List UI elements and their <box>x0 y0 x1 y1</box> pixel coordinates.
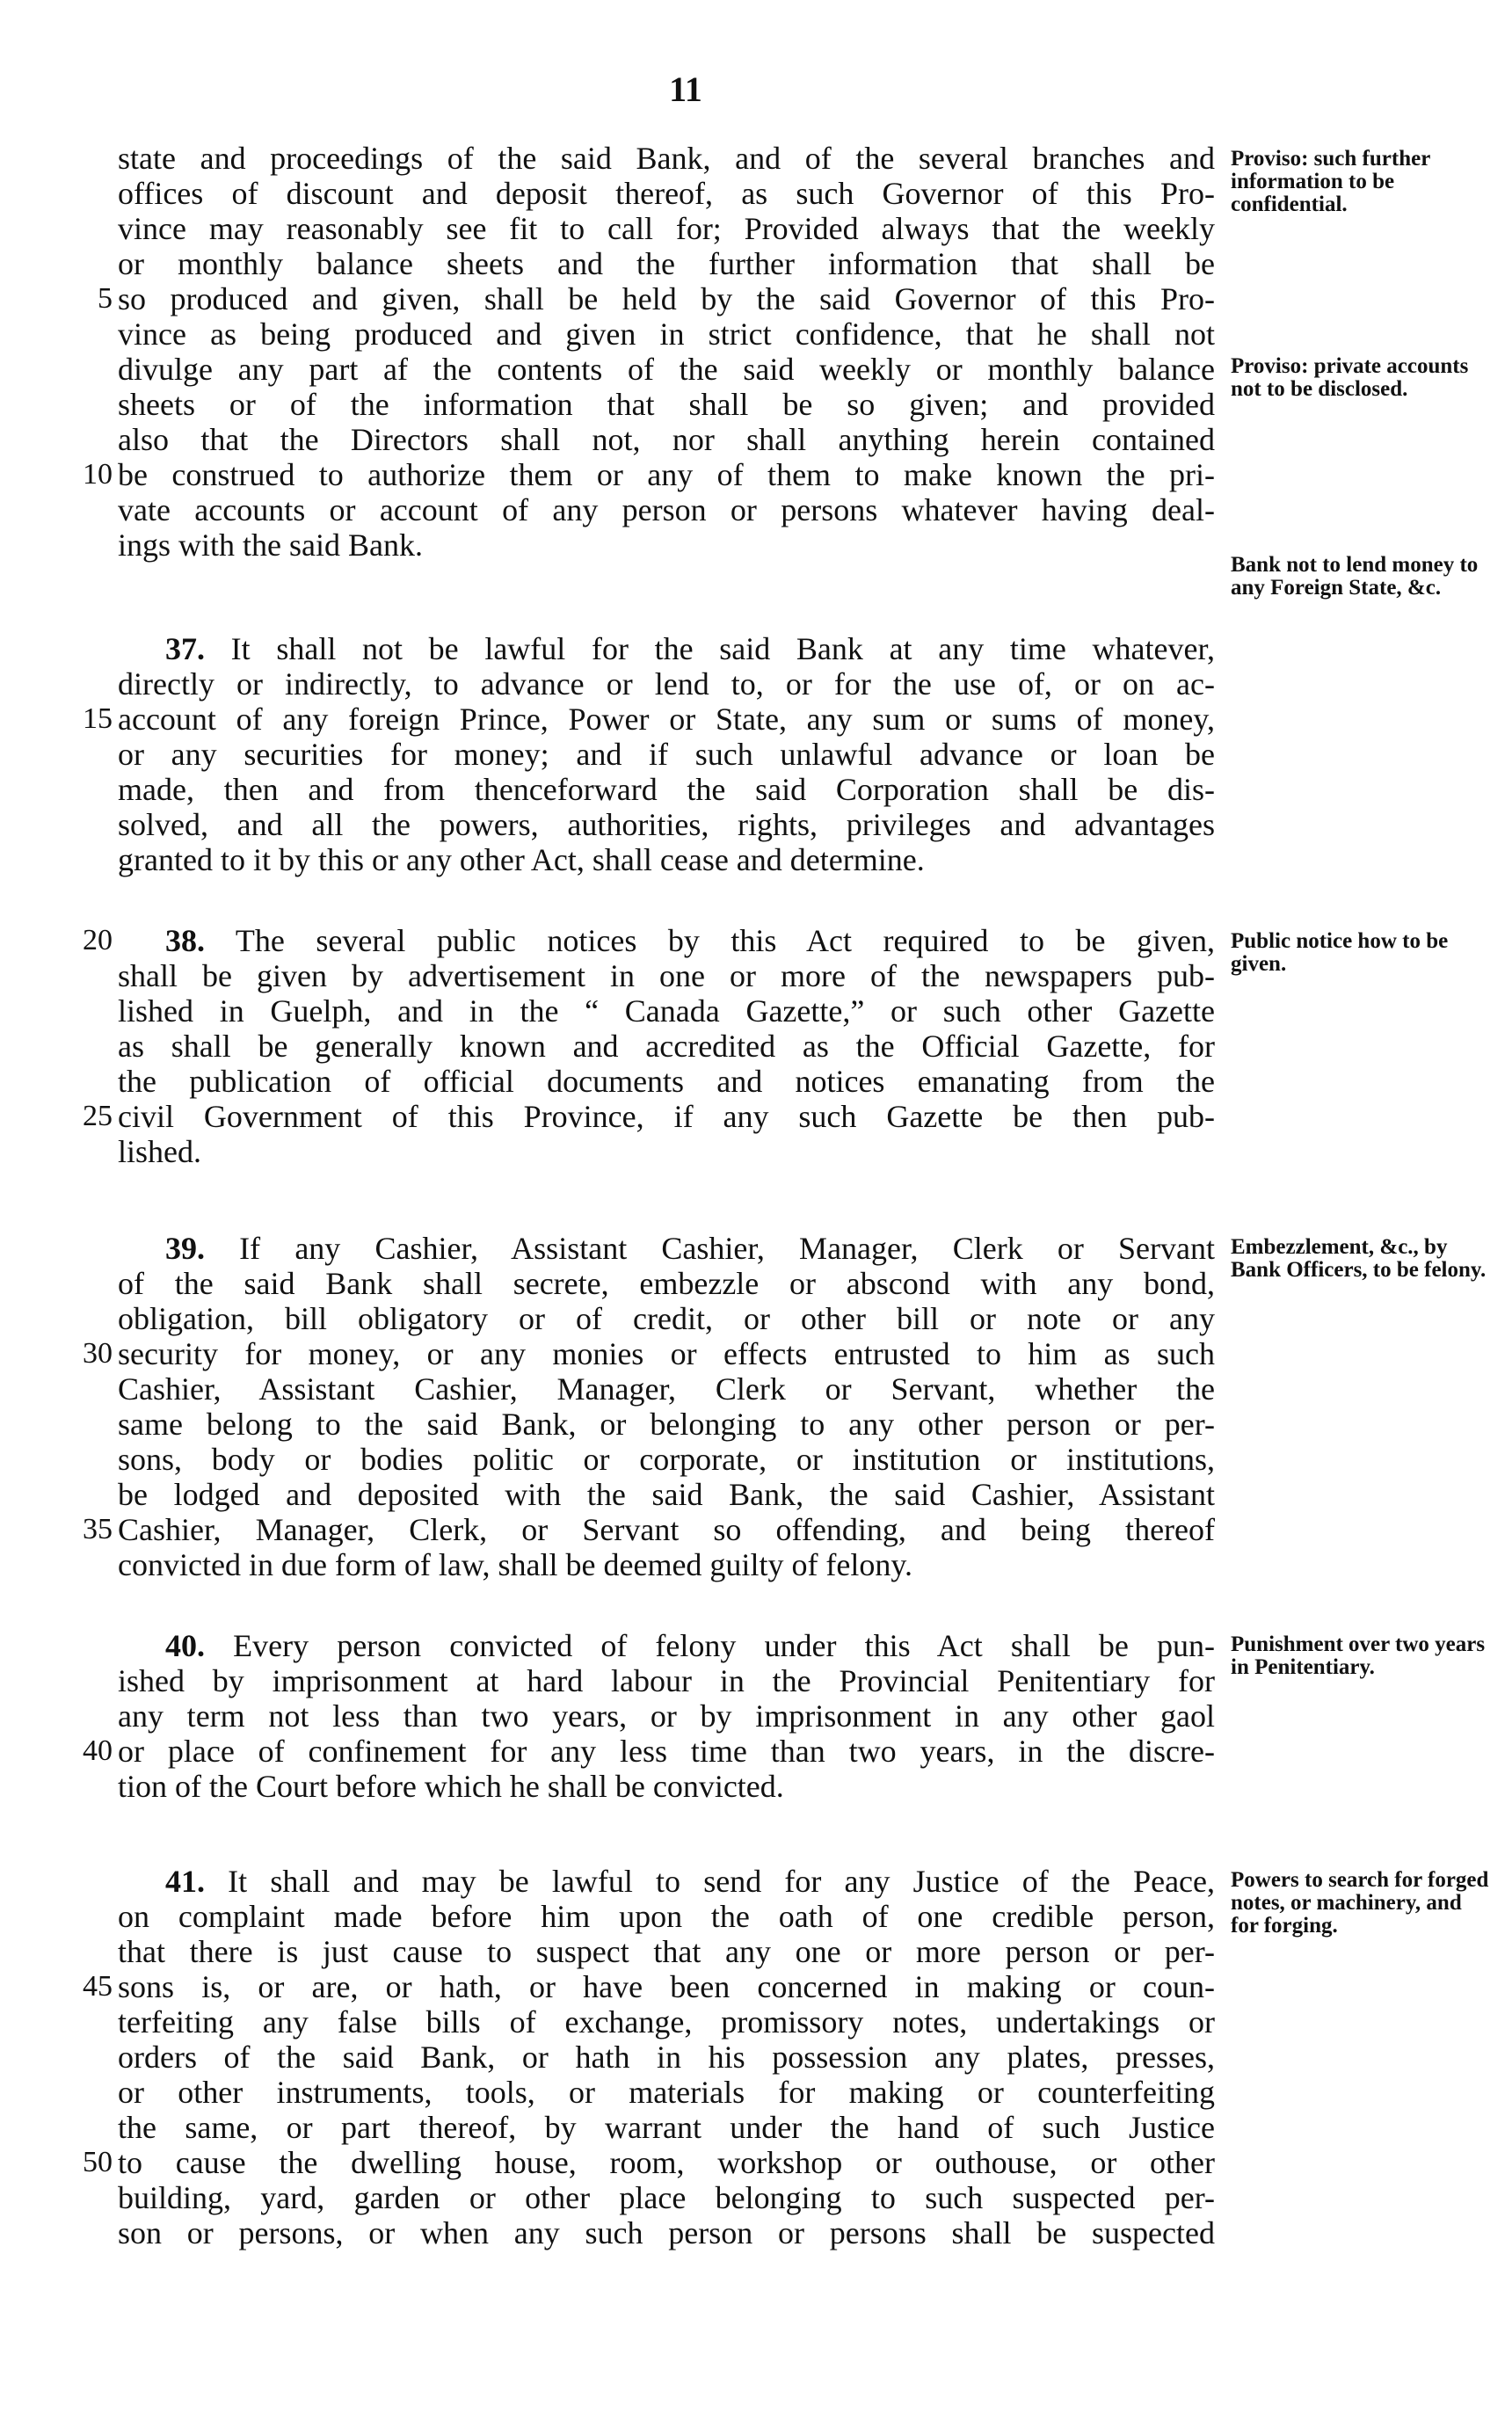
line-number: 10 <box>83 458 113 491</box>
line-number: 20 <box>83 924 113 956</box>
text-line <box>0 2145 1512 2180</box>
text-line <box>0 1769 1512 1804</box>
text-line <box>0 1134 1512 1169</box>
text-line <box>0 1301 1512 1336</box>
line-text <box>165 1864 1215 1899</box>
line-text: on complaint made before him upon the oath of one credible person, <box>118 1899 1215 1934</box>
section-39 <box>0 1231 1512 1582</box>
line-number: 50 <box>83 2146 113 2178</box>
text-line <box>0 422 1512 457</box>
line-text: the publication of official documents and notices emanating from the <box>118 1064 1215 1099</box>
margin-note-foreign-state: Bank not to lend money to any Foreign State, &c. <box>1231 553 1479 600</box>
text-line <box>0 2180 1512 2215</box>
section-number: 39. <box>165 1231 205 1266</box>
section-number: 38. <box>165 923 205 958</box>
line-content: If any Cashier, Assistant Cashier, Manager, Clerk or Servant <box>239 1231 1215 1266</box>
text-line <box>0 702 1512 737</box>
margin-note-proviso-private-accounts: Proviso: private accounts not to be disclosed. <box>1231 354 1469 401</box>
line-text: or other instruments, tools, or materials for making or counterfeiting <box>118 2075 1215 2110</box>
line-number: 35 <box>83 1513 113 1545</box>
line-text: or any securities for money; and if such unlawful advance or loan be <box>118 737 1215 772</box>
line-text: also that the Directors shall not, nor shall anything herein contained <box>118 422 1215 457</box>
line-text: terfeiting any false bills of exchange, promissory notes, undertakings or <box>118 2004 1215 2040</box>
line-text <box>165 1628 1215 1663</box>
line-text: vate accounts or account of any person or persons whatever having deal- <box>118 492 1215 527</box>
text-line <box>0 1442 1512 1477</box>
text-line <box>0 1064 1512 1099</box>
line-text: sheets or of the information that shall be so given; and provided <box>118 387 1215 422</box>
text-line <box>0 1371 1512 1407</box>
line-text: vince may reasonably see fit to call for; Provided always that the weekly <box>118 211 1215 246</box>
text-line <box>0 1512 1512 1547</box>
line-text: convicted in due form of law, shall be deemed guilty of felony. <box>118 1547 913 1582</box>
line-text: that there is just cause to suspect that any one or more person or per- <box>118 1934 1215 1969</box>
line-number: 40 <box>83 1734 113 1767</box>
line-text: same belong to the said Bank, or belonging to any other person or per- <box>118 1407 1215 1442</box>
margin-note-proviso-confidential: Proviso: such further information to be confidential. <box>1231 147 1430 216</box>
section-number: 40. <box>165 1628 205 1663</box>
text-line <box>0 1099 1512 1134</box>
line-text: to cause the dwelling house, room, workshop or outhouse, or other <box>118 2145 1215 2180</box>
line-number: 25 <box>83 1100 113 1132</box>
line-number: 15 <box>83 702 113 735</box>
text-line <box>0 842 1512 877</box>
line-text: divulge any part af the contents of the said weekly or monthly balance <box>118 352 1215 387</box>
line-text: account of any foreign Prince, Power or State, any sum or sums of money, <box>118 702 1215 737</box>
line-number: 5 <box>98 282 113 315</box>
line-text: son or persons, or when any such person or persons shall be suspected <box>118 2215 1215 2250</box>
line-text: so produced and given, shall be held by the said Governor of this Pro- <box>118 281 1215 316</box>
section-number: 41. <box>165 1864 205 1899</box>
line-text: solved, and all the powers, authorities, rights, privileges and advantages <box>118 807 1215 842</box>
line-number: 45 <box>83 1970 113 2003</box>
text-line <box>0 246 1512 281</box>
text-line <box>0 631 1512 666</box>
text-line <box>0 772 1512 807</box>
line-content: It shall not be lawful for the said Bank at any time whatever, <box>230 631 1216 666</box>
text-line <box>0 737 1512 772</box>
line-text: state and proceedings of the said Bank, and of the several branches and <box>118 141 1215 176</box>
line-text: made, then and from thenceforward the said Corporation shall be dis- <box>118 772 1215 807</box>
line-text: sons is, or are, or hath, or have been concerned in making or coun- <box>118 1969 1215 2004</box>
text-line <box>0 2004 1512 2040</box>
line-content: It shall and may be lawful to send for any Justice of the Peace, <box>228 1864 1216 1899</box>
margin-note-public-notice: Public notice how to be given. <box>1231 929 1449 976</box>
text-line <box>0 1734 1512 1769</box>
line-text: or place of confinement for any less time than two years, in the discre- <box>118 1734 1215 1769</box>
line-text: vince as being produced and given in strict confidence, that he shall not <box>118 316 1215 352</box>
text-line <box>0 993 1512 1029</box>
line-text: sons, body or bodies politic or corporate, or institution or institutions, <box>118 1442 1215 1477</box>
margin-note-embezzlement: Embezzlement, &c., by Bank Officers, to be felony. <box>1231 1235 1487 1282</box>
text-line <box>0 492 1512 527</box>
text-line <box>0 1477 1512 1512</box>
text-line <box>0 211 1512 246</box>
line-text: granted to it by this or any other Act, shall cease and determine. <box>118 842 925 877</box>
line-text: lished in Guelph, and in the “ Canada Gazette,” or such other Gazette <box>118 993 1215 1029</box>
text-line <box>0 1407 1512 1442</box>
text-line <box>0 1336 1512 1371</box>
section-37 <box>0 631 1512 877</box>
line-text: tion of the Court before which he shall be convicted. <box>118 1769 784 1804</box>
line-content: The several public notices by this Act required to be given, <box>235 923 1215 958</box>
text-line <box>0 2110 1512 2145</box>
text-line <box>0 1029 1512 1064</box>
line-content: Every person convicted of felony under this Act shall be pun- <box>233 1628 1216 1663</box>
text-line <box>0 807 1512 842</box>
line-text: shall be given by advertisement in one or more of the newspapers pub- <box>118 958 1215 993</box>
text-line <box>0 457 1512 492</box>
text-line <box>0 2215 1512 2250</box>
line-text <box>165 923 1215 958</box>
line-text: the same, or part thereof, by warrant under the hand of such Justice <box>118 2110 1215 2145</box>
line-text: ings with the said Bank. <box>118 527 423 563</box>
margin-note-search-powers: Powers to search for forged notes, or machinery, and for forging. <box>1231 1868 1489 1938</box>
text-line <box>0 666 1512 702</box>
line-text: directly or indirectly, to advance or lend to, or for the use of, or on ac- <box>118 666 1215 702</box>
line-text: of the said Bank shall secrete, embezzle or abscond with any bond, <box>118 1266 1215 1301</box>
margin-note-punishment: Punishment over two years in Penitentiary. <box>1231 1632 1486 1679</box>
line-text: be lodged and deposited with the said Bank, the said Cashier, Assistant <box>118 1477 1215 1512</box>
section-number: 37. <box>165 631 205 666</box>
line-text: security for money, or any monies or effects entrusted to him as such <box>118 1336 1215 1371</box>
line-text: orders of the said Bank, or hath in his possession any plates, presses, <box>118 2040 1215 2075</box>
text-line <box>0 2075 1512 2110</box>
text-line <box>0 1698 1512 1734</box>
text-line <box>0 1547 1512 1582</box>
line-text: civil Government of this Province, if any such Gazette be then pub- <box>118 1099 1215 1134</box>
text-line <box>0 1934 1512 1969</box>
line-text: offices of discount and deposit thereof, as such Governor of this Pro- <box>118 176 1215 211</box>
line-text: Cashier, Manager, Clerk, or Servant so offending, and being thereof <box>118 1512 1215 1547</box>
line-text: lished. <box>118 1134 201 1169</box>
line-text: any term not less than two years, or by imprisonment in any other gaol <box>118 1698 1215 1734</box>
text-line <box>0 316 1512 352</box>
line-text: or monthly balance sheets and the further information that shall be <box>118 246 1215 281</box>
line-number: 30 <box>83 1337 113 1370</box>
line-text: as shall be generally known and accredited as the Official Gazette, for <box>118 1029 1215 1064</box>
text-line <box>0 2040 1512 2075</box>
page-number: 11 <box>669 69 702 109</box>
line-text: be construed to authorize them or any of them to make known the pri- <box>118 457 1215 492</box>
text-line <box>0 1969 1512 2004</box>
line-text: obligation, bill obligatory or of credit, or other bill or note or any <box>118 1301 1215 1336</box>
line-text <box>165 631 1215 666</box>
line-text: Cashier, Assistant Cashier, Manager, Clerk or Servant, whether the <box>118 1371 1215 1407</box>
text-line <box>0 281 1512 316</box>
line-text: building, yard, garden or other place belonging to such suspected per- <box>118 2180 1215 2215</box>
line-text <box>165 1231 1215 1266</box>
line-text: ished by imprisonment at hard labour in the Provincial Penitentiary for <box>118 1663 1215 1698</box>
